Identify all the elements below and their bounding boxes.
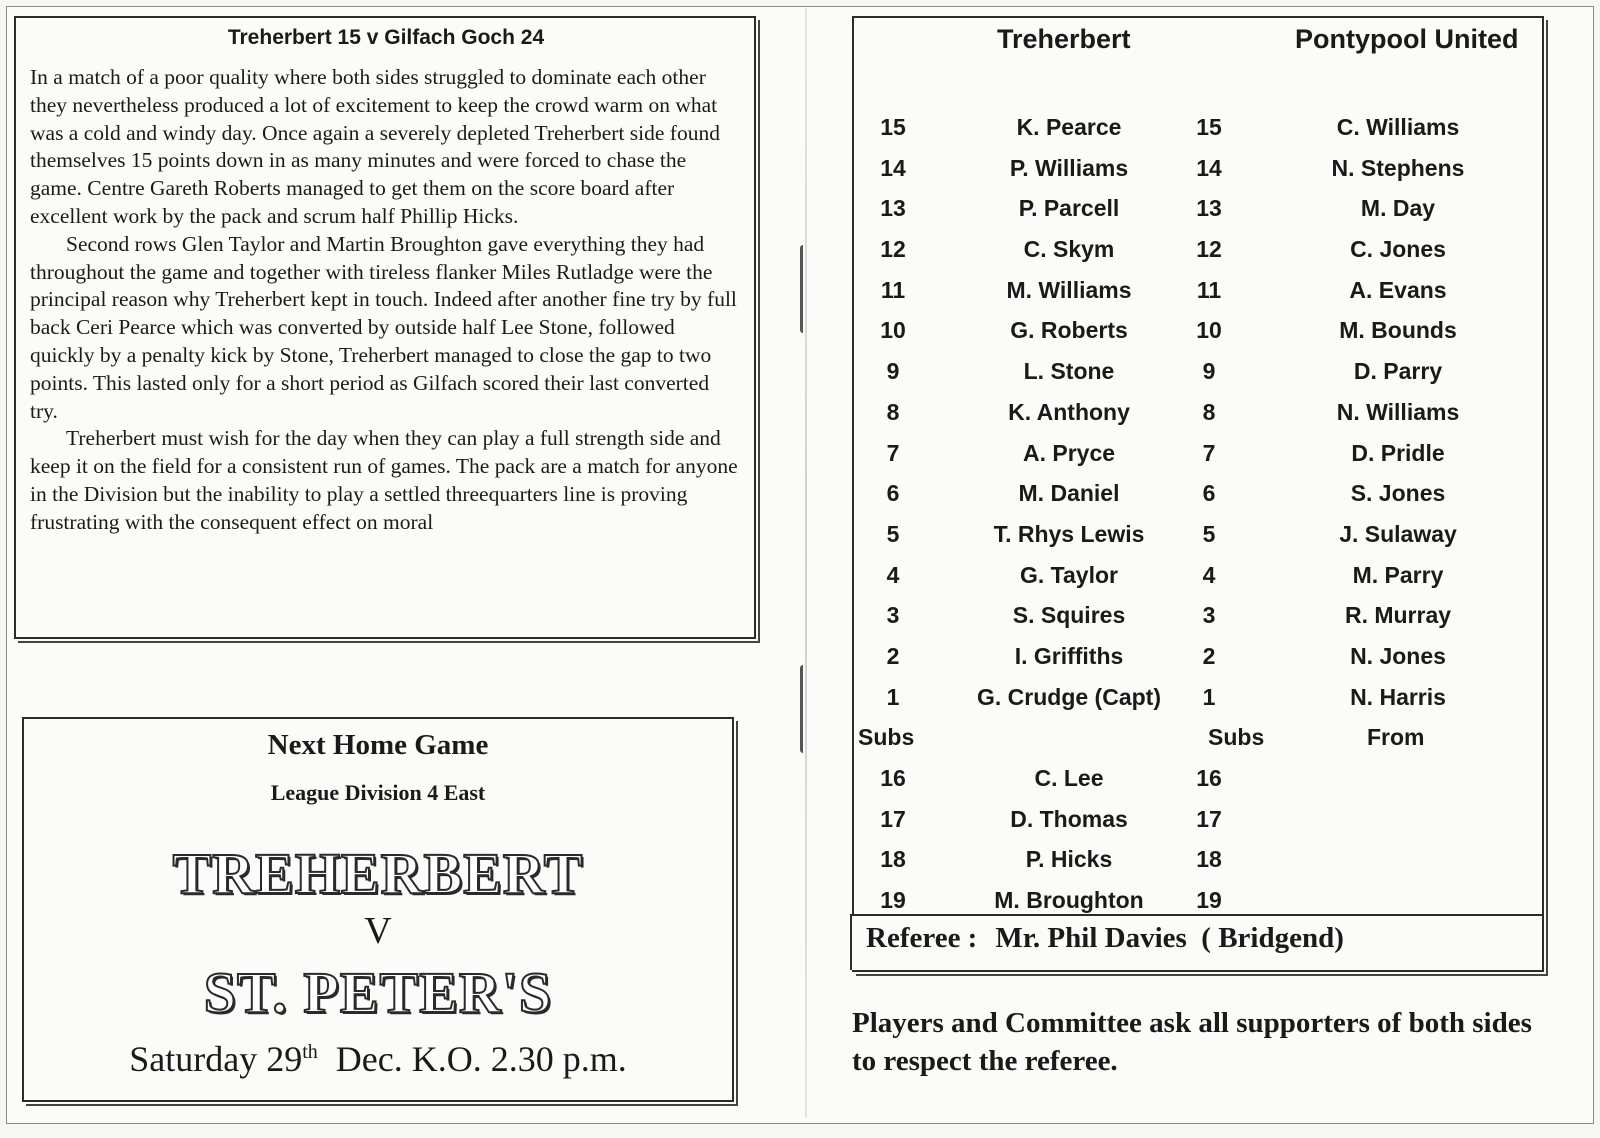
away-number: 4 (1202, 561, 1216, 588)
away-number: 12 (1196, 236, 1222, 263)
home-sub-number: 16 (880, 765, 906, 791)
home-number: 14 (880, 154, 906, 181)
player-row (854, 684, 1542, 725)
home-player: A. Pryce (1022, 439, 1116, 466)
respect-notice: Players and Committee ask all supporters of both sides to respect the referee. (852, 1007, 1532, 1077)
home-number: 3 (886, 602, 900, 629)
player-row (854, 643, 1542, 684)
home-number: 15 (880, 114, 906, 140)
home-number: 2 (886, 642, 900, 669)
away-number: 2 (1202, 642, 1216, 669)
home-sub-player: P. Hicks (1025, 846, 1113, 873)
player-row (854, 440, 1542, 481)
home-player: C. Skym (1023, 236, 1115, 263)
kick-off-date (24, 1038, 732, 1080)
away-player: D. Parry (1353, 358, 1443, 385)
home-player: K. Pearce (1016, 114, 1122, 140)
home-subs-label: Subs (858, 724, 915, 751)
home-team-name: TREHERBERT (172, 841, 584, 906)
home-sub-number: 17 (880, 805, 906, 832)
home-player: L. Stone (1023, 358, 1115, 385)
home-player: M. Williams (1006, 276, 1132, 303)
home-number: 11 (880, 276, 906, 303)
centre-fold (805, 8, 807, 1118)
referee-line (850, 914, 1542, 970)
away-number: 14 (1196, 154, 1222, 181)
date-day: Saturday 29 (129, 1039, 303, 1079)
away-player: N. Jones (1350, 642, 1446, 669)
player-row (854, 317, 1542, 358)
away-player: M. Day (1360, 195, 1436, 222)
away-sub-number: 16 (1196, 765, 1222, 791)
home-player: G. Crudge (Capt) (977, 683, 1161, 710)
home-player: P. Williams (1009, 154, 1129, 181)
player-row (854, 480, 1542, 521)
referee-name: Mr. Phil Davies ( Bridgend) (995, 922, 1344, 954)
report-body (30, 64, 742, 537)
away-player: N. Stephens (1331, 154, 1465, 181)
subs-header-row (854, 724, 1542, 765)
away-number: 11 (1196, 276, 1222, 303)
report-paragraph: Second rows Glen Taylor and Martin Broughton gave everything they had throughout the game and together with tireless flanker Miles Rutladge were the principal reason why Treherbert kept in touch. Indeed after another fine try by full back Ceri Pearce which was converted by outside half Lee Stone, followed quickly by a penalty kick by Stone, Treherbert managed to close the gap to two points. This lasted only for a short period as Gilfach scored their last converted try. (30, 231, 737, 423)
away-number: 13 (1196, 195, 1222, 222)
player-row (854, 155, 1542, 196)
away-number: 1 (1202, 683, 1216, 710)
home-number: 9 (886, 358, 900, 385)
home-sub-number: 19 (880, 887, 906, 914)
away-player: M. Parry (1352, 561, 1444, 588)
away-number: 15 (1196, 114, 1222, 140)
away-subs-from: From (1367, 724, 1425, 751)
away-number: 3 (1202, 602, 1216, 629)
next-home-game (22, 717, 734, 1102)
away-number: 8 (1202, 398, 1216, 425)
player-row (854, 114, 1542, 155)
referee-label: Referee : (866, 922, 978, 954)
home-player: I. Griffiths (1014, 642, 1124, 669)
sub-row (854, 846, 1542, 887)
team-sheet (852, 16, 1544, 972)
away-player: D. Pridle (1351, 439, 1445, 466)
home-sub-player: C. Lee (1034, 765, 1104, 791)
home-number: 7 (886, 439, 900, 466)
player-row (854, 562, 1542, 603)
away-player: N. Harris (1350, 683, 1446, 710)
league-label: League Division 4 East (270, 780, 486, 805)
away-player: N. Williams (1336, 398, 1460, 425)
home-number: 6 (886, 480, 900, 507)
home-player: M. Daniel (1018, 480, 1120, 507)
player-list (854, 114, 1542, 928)
player-row (854, 602, 1542, 643)
player-row (854, 521, 1542, 562)
player-row (854, 195, 1542, 236)
away-team-name: ST. PETER'S (203, 960, 553, 1025)
away-player: C. Jones (1350, 236, 1446, 263)
away-sub-number: 17 (1196, 805, 1222, 832)
away-number: 10 (1196, 317, 1222, 344)
home-number: 10 (880, 317, 906, 344)
player-row (854, 236, 1542, 277)
date-rest: Dec. K.O. 2.30 p.m. (317, 1039, 627, 1079)
player-row (854, 399, 1542, 440)
match-report (14, 16, 756, 639)
away-team-heading: Pontypool United (1295, 24, 1519, 54)
away-sub-number: 19 (1196, 887, 1222, 914)
away-player: M. Bounds (1339, 317, 1457, 344)
home-sub-player: D. Thomas (1010, 805, 1128, 832)
home-player: G. Taylor (1020, 561, 1118, 588)
home-sub-number: 18 (880, 846, 906, 873)
home-number: 1 (886, 683, 900, 710)
sub-row (854, 806, 1542, 847)
home-number: 8 (886, 398, 900, 425)
home-number: 4 (886, 561, 900, 588)
home-team-heading: Treherbert (997, 24, 1131, 54)
versus-label: V (364, 910, 392, 952)
away-number: 7 (1202, 439, 1216, 466)
away-player: S. Jones (1350, 480, 1446, 507)
home-player: S. Squires (1012, 602, 1126, 629)
away-number: 9 (1202, 358, 1216, 385)
away-player: R. Murray (1344, 602, 1452, 629)
away-number: 5 (1202, 520, 1216, 547)
next-game-heading: Next Home Game (267, 729, 489, 761)
player-row (854, 277, 1542, 318)
report-paragraph: In a match of a poor quality where both sides struggled to dominate each other they nevertheless produced a lot of excitement to keep the crowd warm on what was a cold and windy day. Once again a severely depleted Treherbert side found themselves 15 points down in as many minutes and were forced to chase the game. Centre Gareth Roberts managed to get them on the score board after excellent work by the pack and scrum half Phillip Hicks. (30, 65, 720, 228)
home-player: G. Roberts (1010, 317, 1128, 344)
staple-top (800, 245, 808, 333)
home-number: 5 (886, 520, 900, 547)
report-title: Treherbert 15 v Gilfach Goch 24 (227, 26, 545, 49)
home-number: 13 (880, 195, 906, 222)
away-number: 6 (1202, 480, 1216, 507)
home-sub-player: M. Broughton (994, 887, 1144, 914)
away-sub-number: 18 (1196, 846, 1222, 873)
player-row (854, 358, 1542, 399)
report-paragraph: Treherbert must wish for the day when they can play a full strength side and keep it on the field for a consistent run of games. The pack are a match for anyone in the Division but the inability to play a settled threequarters line is proving frustrating with the consequent effect on moral (30, 426, 738, 534)
away-player: A. Evans (1349, 276, 1447, 303)
away-subs-label: Subs (1208, 724, 1265, 751)
sub-row (854, 765, 1542, 806)
home-player: K. Anthony (1008, 398, 1130, 425)
away-player: C. Williams (1336, 114, 1460, 140)
date-suffix: th (302, 1041, 318, 1063)
home-player: T. Rhys Lewis (993, 520, 1145, 547)
home-player: P. Parcell (1018, 195, 1120, 222)
away-player: J. Sulaway (1339, 520, 1457, 547)
home-number: 12 (880, 236, 906, 263)
staple-bottom (800, 665, 808, 753)
